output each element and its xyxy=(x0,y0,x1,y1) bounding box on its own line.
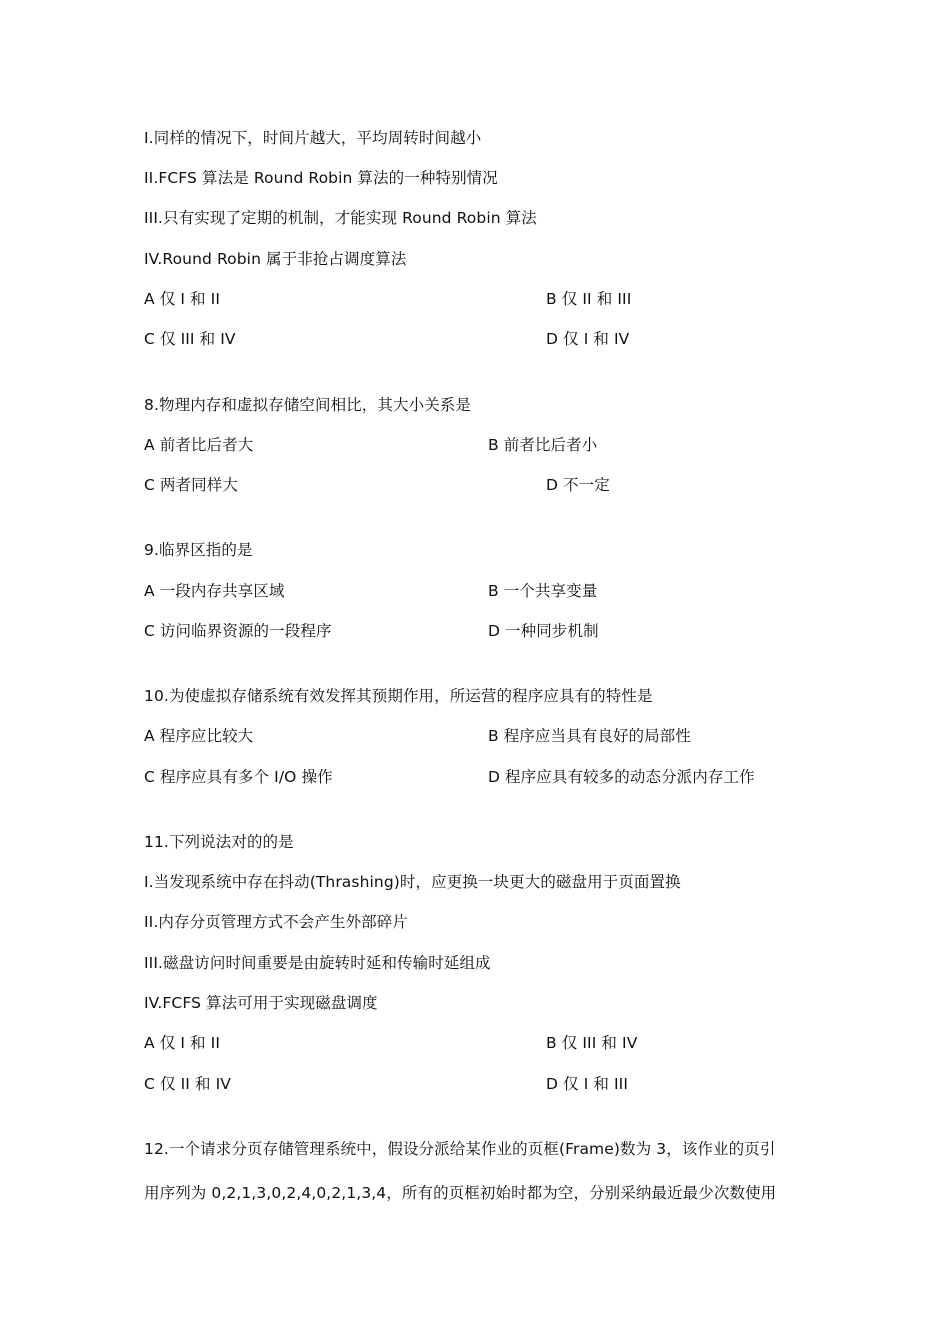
q7-statement-2: II.FCFS 算法是 Round Robin 算法的一种特别情况 xyxy=(144,169,498,187)
q11-statement-4: IV.FCFS 算法可用于实现磁盘调度 xyxy=(144,994,378,1012)
q12-question-line-2: 用序列为 0,2,1,3,0,2,4,0,2,1,3,4，所有的页框初始时都为空，分别采纳最近最少次数使用 xyxy=(144,1184,777,1202)
q11-statement-2: II.内存分页管理方式不会产生外部碎片 xyxy=(144,913,408,931)
q8-question: 8.物理内存和虚拟存储空间相比，其大小关系是 xyxy=(144,396,471,414)
q9-question: 9.临界区指的是 xyxy=(144,541,253,559)
q9-option-d: D 一种同步机制 xyxy=(488,622,599,640)
q9-option-a: A 一段内存共享区域 xyxy=(144,582,285,600)
q10-option-c: C 程序应具有多个 I/O 操作 xyxy=(144,768,333,786)
q11-option-b: B 仅 III 和 IV xyxy=(546,1034,638,1052)
q11-option-c: C 仅 II 和 IV xyxy=(144,1075,231,1093)
q10-option-b: B 程序应当具有良好的局部性 xyxy=(488,727,691,745)
q8-option-d: D 不一定 xyxy=(546,476,610,494)
q7-option-b: B 仅 II 和 III xyxy=(546,290,632,308)
q9-option-c: C 访问临界资源的一段程序 xyxy=(144,622,332,640)
q11-question: 11.下列说法对的的是 xyxy=(144,833,294,851)
q7-option-d: D 仅 I 和 IV xyxy=(546,330,630,348)
q7-option-c: C 仅 III 和 IV xyxy=(144,330,236,348)
q10-option-d: D 程序应具有较多的动态分派内存工作 xyxy=(488,768,755,786)
q9-option-b: B 一个共享变量 xyxy=(488,582,598,600)
q7-statement-3: III.只有实现了定期的机制，才能实现 Round Robin 算法 xyxy=(144,209,537,227)
q7-option-a: A 仅 I 和 II xyxy=(144,290,221,308)
q8-option-a: A 前者比后者大 xyxy=(144,436,254,454)
q10-question: 10.为使虚拟存储系统有效发挥其预期作用，所运营的程序应具有的特性是 xyxy=(144,687,653,705)
q10-option-a: A 程序应比较大 xyxy=(144,727,254,745)
q8-option-b: B 前者比后者小 xyxy=(488,436,598,454)
q12-question-line-1: 12.一个请求分页存储管理系统中，假设分派给某作业的页框(Frame)数为 3，该作业的页引 xyxy=(144,1140,776,1158)
q11-statement-1: I.当发现系统中存在抖动(Thrashing)时，应更换一块更大的磁盘用于页面置换 xyxy=(144,873,681,891)
q11-statement-3: III.磁盘访问时间重要是由旋转时延和传输时延组成 xyxy=(144,954,491,972)
q11-option-d: D 仅 I 和 III xyxy=(546,1075,629,1093)
q7-statement-1: I.同样的情况下，时间片越大，平均周转时间越小 xyxy=(144,129,482,147)
q11-option-a: A 仅 I 和 II xyxy=(144,1034,221,1052)
q7-statement-4: IV.Round Robin 属于非抢占调度算法 xyxy=(144,250,407,268)
q8-option-c: C 两者同样大 xyxy=(144,476,238,494)
